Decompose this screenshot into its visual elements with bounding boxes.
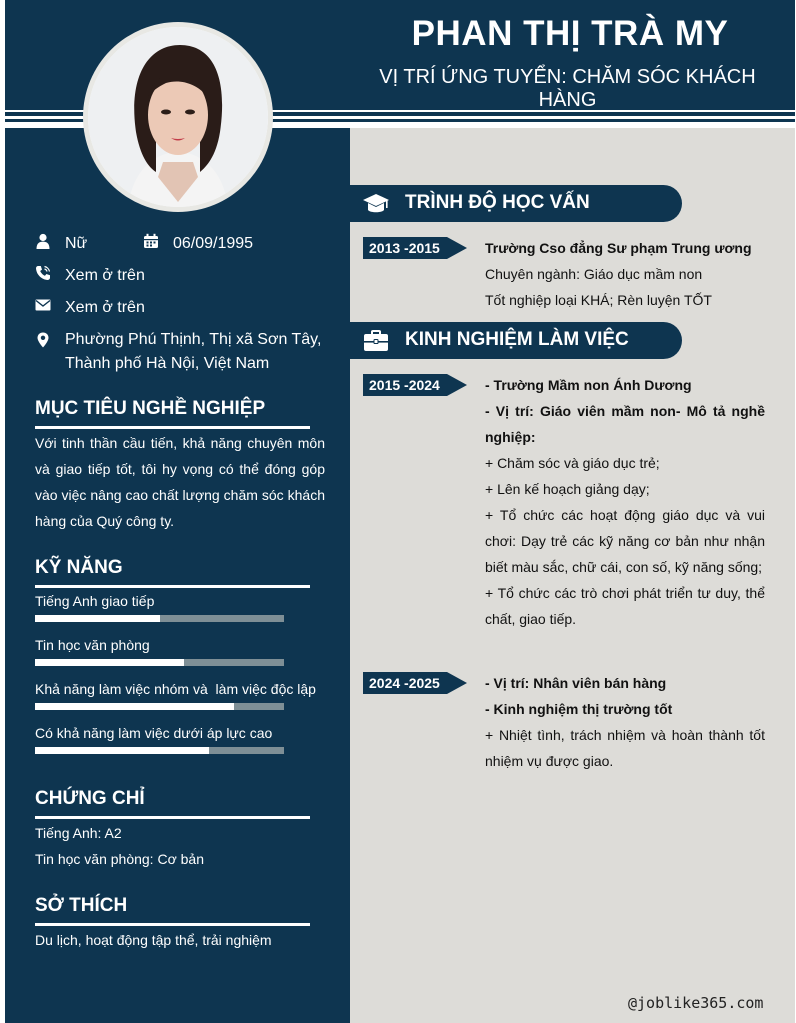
objective-title: MỤC TIÊU NGHỀ NGHIỆP <box>35 398 266 419</box>
education-entry <box>485 235 765 313</box>
birthday-value: 06/09/1995 <box>173 235 254 252</box>
hobbies-rule <box>35 923 310 926</box>
calendar-icon <box>143 233 159 249</box>
hobbies-title: SỞ THÍCH <box>35 895 128 916</box>
job-duty: + Tổ chức các hoạt động giáo dục và vui chơi: Dạy trẻ các kỹ năng cơ bản như nhận biết màu sắc, chữ cái, con số, kỹ năng sống; <box>485 507 765 575</box>
skill-bar-track <box>35 747 284 754</box>
job-role: - Vị trí: Giáo viên mầm non- Mô tả nghề nghiệp: <box>485 403 765 445</box>
user-icon <box>35 233 51 249</box>
workplace: - Trường Mầm non Ánh Dương <box>485 377 692 393</box>
address-row <box>35 328 335 378</box>
skill-bar-track <box>35 703 284 710</box>
skills-rule <box>35 585 310 588</box>
watermark: @joblike365.com <box>628 994 764 1012</box>
job-duty: + Lên kế hoạch giảng dạy; <box>485 481 650 497</box>
avatar <box>88 27 268 207</box>
date-range: 2024 -2025 <box>369 675 440 691</box>
certificates-title: CHỨNG CHỈ <box>35 788 145 809</box>
skill-bar-track <box>35 615 284 622</box>
experience-heading <box>350 322 682 359</box>
candidate-name: PHAN THỊ TRÀ MY <box>411 14 729 53</box>
job-role: - Vị trí: Nhân viên bán hàng <box>485 675 667 691</box>
skill-bar-track <box>35 659 284 666</box>
graduation-result: Tốt nghiệp loại KHÁ; Rèn luyện TỐT <box>485 292 712 308</box>
job-entry <box>485 372 765 632</box>
address-line-2: Thành phố Hà Nội, Việt Nam <box>65 355 270 372</box>
certificates-rule <box>35 816 310 819</box>
experience-title: KINH NGHIỆM LÀM VIỆC <box>405 329 629 350</box>
major: Chuyên ngành: Giáo dục mầm non <box>485 266 703 282</box>
skill-label: Tin học văn phòng <box>35 637 150 653</box>
phone-value: Xem ở trên <box>65 267 145 284</box>
date-tag <box>363 374 467 396</box>
job-experience: - Kinh nghiệm thị trường tốt <box>485 701 673 717</box>
phone-icon <box>35 265 51 281</box>
objective-rule <box>35 426 310 429</box>
education-heading <box>350 185 682 222</box>
email-icon <box>35 297 51 313</box>
skill-bar-fill <box>35 747 209 754</box>
school-name: Trường Cso đẳng Sư phạm Trung ương <box>485 240 752 256</box>
applied-position: VỊ TRÍ ỨNG TUYỂN: CHĂM SÓC KHÁCH HÀNG <box>379 66 756 111</box>
date-range: 2013 -2015 <box>369 240 440 256</box>
skill-bar-fill <box>35 659 184 666</box>
job-duty: + Chăm sóc và giáo dục trẻ; <box>485 455 660 471</box>
skill-label: Tiếng Anh giao tiếp <box>35 593 155 609</box>
date-tag <box>363 672 467 694</box>
hobbies-text: Du lịch, hoạt động tập thể, trải nghiệm <box>35 932 272 948</box>
education-title: TRÌNH ĐỘ HỌC VẤN <box>405 192 590 213</box>
job-duty: + Tổ chức các trò chơi phát triển tư duy, thể chất, giao tiếp. <box>485 585 765 627</box>
skill-bar-fill <box>35 703 234 710</box>
briefcase-icon <box>362 328 390 354</box>
skill-label: Có khả năng làm việc dưới áp lực cao <box>35 725 273 741</box>
objective-text: Với tinh thần cầu tiến, khả năng chuyên môn và giao tiếp tốt, tôi hy vọng có thể đóng góp vào việc nâng cao chất lượng chăm sóc khách hàng của Quý công ty. <box>35 435 325 529</box>
graduation-cap-icon <box>362 191 390 217</box>
skill-label: Khả năng làm việc nhóm và làm việc độc lập <box>35 681 316 697</box>
skill-bar-fill <box>35 615 160 622</box>
certificate-item: Tiếng Anh: A2 <box>35 825 122 841</box>
skills-title: KỸ NĂNG <box>35 557 123 578</box>
date-range: 2015 -2024 <box>369 377 440 393</box>
email-value: Xem ở trên <box>65 299 145 316</box>
address-line-1: Phường Phú Thịnh, Thị xã Sơn Tây, <box>65 331 322 348</box>
gender-value: Nữ <box>65 235 88 252</box>
certificate-item: Tin học văn phòng: Cơ bản <box>35 851 204 867</box>
job-entry <box>485 670 765 774</box>
date-tag <box>363 237 467 259</box>
job-duty: + Nhiệt tình, trách nhiệm và hoàn thành tốt nhiệm vụ được giao. <box>485 727 765 769</box>
location-icon <box>35 332 51 348</box>
